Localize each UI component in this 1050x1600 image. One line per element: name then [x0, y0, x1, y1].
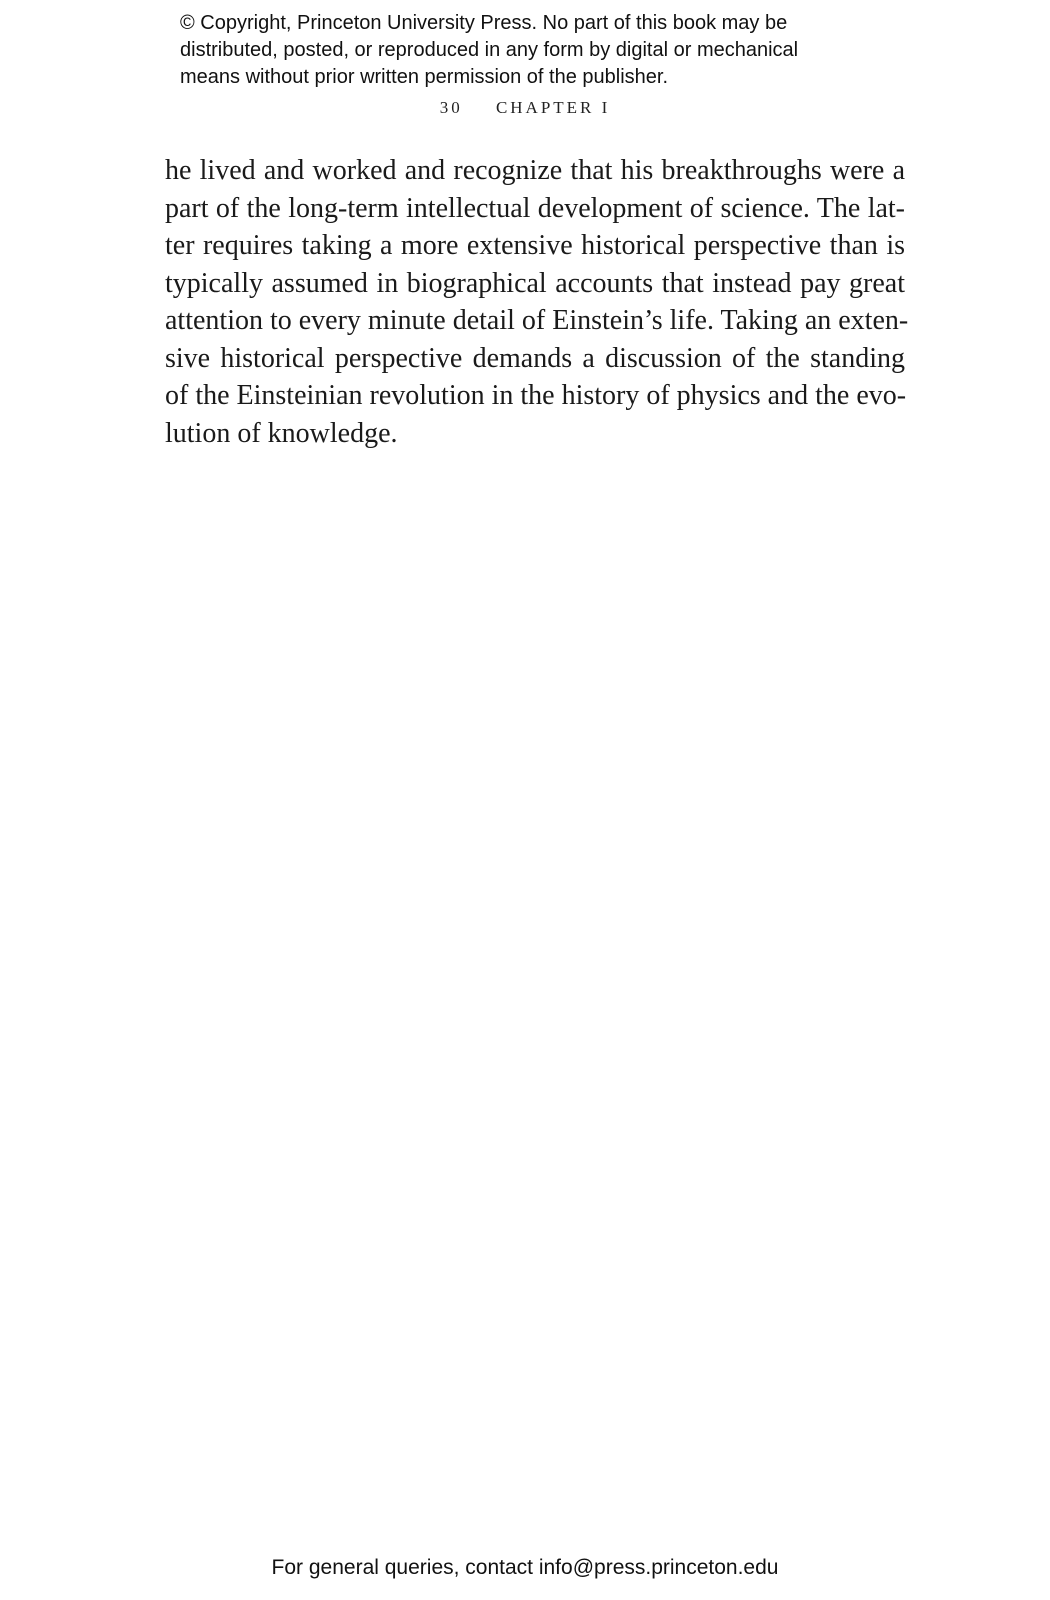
text-line: ter requires taking a more extensive historical perspective than is [165, 230, 905, 261]
text-line: part of the long-term intellectual development of science. The lat- [165, 192, 905, 224]
copyright-line: means without prior written permission of the publisher. [180, 66, 669, 88]
text-line: attention to every minute detail of Einstein’s life. Taking an exten- [165, 305, 909, 336]
text-line: lution of knowledge. [165, 417, 398, 449]
copyright-notice [180, 10, 900, 91]
text-line: he lived and worked and recognize that his breakthroughs were a [165, 155, 905, 186]
copyright-line: © Copyright, Princeton University Press. No part of this book may be [180, 12, 788, 34]
running-head [0, 98, 1050, 118]
text-line: sive historical perspective demands a discussion of the standing [165, 342, 905, 374]
text-line: typically assumed in biographical accounts that instead pay great [165, 267, 905, 299]
body-paragraph [165, 152, 909, 452]
page-number: 30 [439, 98, 463, 117]
chapter-label: CHAPTER I [495, 98, 611, 117]
copyright-line: distributed, posted, or reproduced in any form by digital or mechanical [180, 39, 799, 61]
footer-contact: For general queries, contact info@press.princeton.edu [271, 1556, 779, 1579]
text-line: of the Einsteinian revolution in the history of physics and the evo- [165, 380, 907, 411]
